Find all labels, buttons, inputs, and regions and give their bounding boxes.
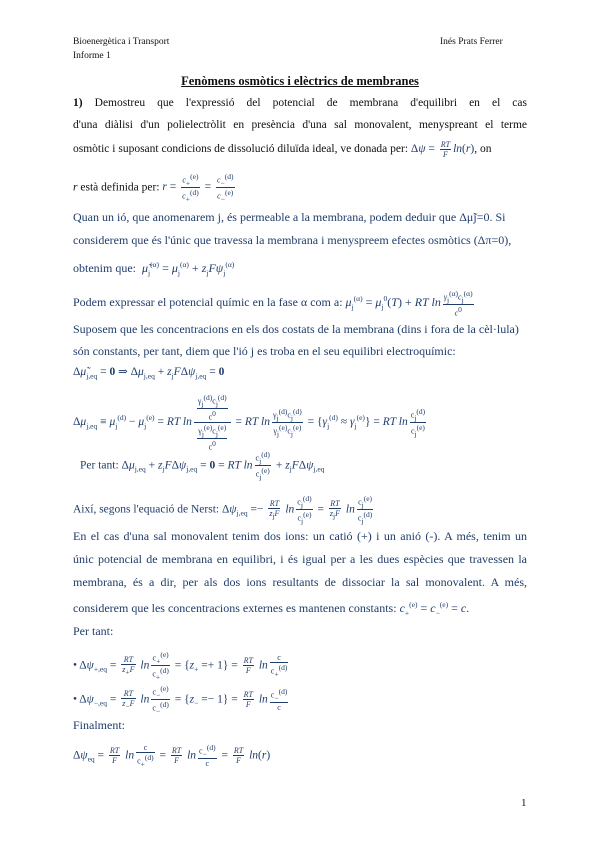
equation-chemical-potential-difference: $\Delta\mu_{j,eq} \equiv \mu_j^{(d)} - \mu_j^{(e)}$ = RT ln $\frac{\frac{\gamma_j^{(d)}c_j^{(d)}}{c^0}}{\frac{\gamma_j^{(e)}c_j^{(e)}}{c^0}}$ = RT ln $\frac{\gamma_j^{(d)}c_j^{(d)}}{\gamma_j^{(e)}c_j^{(e)}}$ = $\{\gamma_j^{(d)} \approx \gamma_j^{(e)}\}$ = RT ln $\frac{c_j^{(d)}}{c_j^{(e)}}$ (73, 393, 426, 452)
page-number: 1 (521, 797, 527, 809)
answer-p4-line2: únic potencial de membrana en equilibri, i és igual per a les dues espècies que travessen la (73, 552, 527, 566)
answer-p1-line2: considerem que és l'únic que travessa la membrana i menyspreem efectes osmòtics (Δπ=0), (73, 233, 512, 247)
answer-p3-line1: Suposem que les concentracions en els dos costats de la membrana (dins i fora de la cèl·lula) (73, 322, 519, 336)
question-line-1: 1) Demostreu que l'expressió del potencial de membrana d'equilibri en el cas (73, 97, 527, 109)
header-course: Bioenergètica i Transport (73, 37, 170, 47)
answer-p4-line4: considerem que les concentracions externes es mantenen constants: $c_+^{(e)} = c_-^{(e)} = c$. (73, 600, 470, 618)
question-line-4: r està definida per: r = $\frac{c_+^{(e)}}{c_+^{(d)}}$ = $\frac{c_-^{(d)}}{c_-^{(e)}}$ (73, 172, 234, 204)
answer-p1-line3: obtenim que: $\mũ_j^{(\alpha)} = \mu_j^{(\alpha)} + z_jF\psi_j^{(\alpha)}$ (73, 260, 235, 278)
answer-per-tant: Per tant: (73, 624, 114, 638)
header-report: Informe 1 (73, 51, 111, 61)
bullet-anion: • $\Delta\psi_{-,eq}$ = $\frac{RT}{z_-F}$ ln $\frac{c_-^{(e)}}{c_-^{(d)}}$ = $\{z_- =- 1\}$ = $\frac{RT}{F}$ ln $\frac{c_-^{(d)}}{c}$ (73, 684, 288, 716)
equation-final: $\Delta\psi_{eq}$ = $\frac{RT}{F}$ ln $\frac{c}{c_+^{(d)}}$ = $\frac{RT}{F}$ ln $\frac{c_-^{(d)}}{c}$ = $\frac{RT}{F}$ ln(r) (73, 743, 271, 769)
question-line-3: osmòtic i suposant condicions de dissolució diluïda ideal, ve donada per: Δψ = $\frac{RT}{F}$ ln(r), on (73, 139, 492, 159)
answer-p4-line3: membrana, és a dir, per als dos ions resultants de dissociar la sal monovalent. A més, (73, 575, 527, 589)
bullet-cation: • $\Delta\psi_{+,eq}$ = $\frac{RT}{z_+F}$ ln $\frac{c_+^{(e)}}{c_+^{(d)}}$ = $\{z_+ =+ 1\}$ = $\frac{RT}{F}$ ln $\frac{c}{c_+^{(d)}}$ (73, 650, 288, 682)
equation-nernst: Així, segons l'equació de Nerst: $\Delta\psi_{j,eq}$ =− $\frac{RT}{z_jF}$ ln $\frac{c_j^{(d)}}{c_j^{(e)}}$ = $\frac{RT}{z_jF}$ ln $\frac{c_j^{(e)}}{c_j^{(d)}}$ (73, 494, 373, 526)
answer-p1-line1: Quan un ió, que anomenarem j, és permeable a la membrana, podem deduir que Δμ̃j=0. Si (73, 210, 506, 224)
answer-p4-line1: En el cas d'una sal monovalent tenim dos ions: un catió (+) i un anió (-). A més, tenim un (73, 529, 527, 543)
question-number: 1) (73, 97, 83, 109)
answer-finalment: Finalment: (73, 718, 125, 732)
page-title: Fenòmens osmòtics i elèctrics de membranes (181, 74, 419, 88)
equation-equilibrium: $\Delta\mũ_{j,eq} = 0$ ⇒ $\Delta\mu_{j,eq} + z_jF\Delta\psi_{j,eq} = 0$ (73, 366, 225, 381)
header-author: Inés Prats Ferrer (440, 37, 503, 47)
answer-p2: Podem expressar el potencial químic en la fase α com a: $\mu_j^{(\alpha)} = \mu_j^0(T)$ + RT ln $\frac{\gamma_j^{(\alpha)}c_j^{(\alpha)}}{c^0}$ (73, 288, 473, 318)
answer-p3-line2: són constants, per tant, diem que l'ió j es troba en el seu equilibri electroquímic: (73, 344, 456, 358)
question-line-2: d'una diàlisi d'un polielectròlit en presència d'una sal monovalent, menyspreant el terme (73, 119, 527, 131)
equation-per-tant: Per tant: $\Delta\mu_{j,eq} + z_jF\Delta\psi_{j,eq} = 0$ = RT ln $\frac{c_j^{(d)}}{c_j^{(e)}}$ + $z_jF\Delta\psi_{j,eq}$ (80, 450, 325, 482)
